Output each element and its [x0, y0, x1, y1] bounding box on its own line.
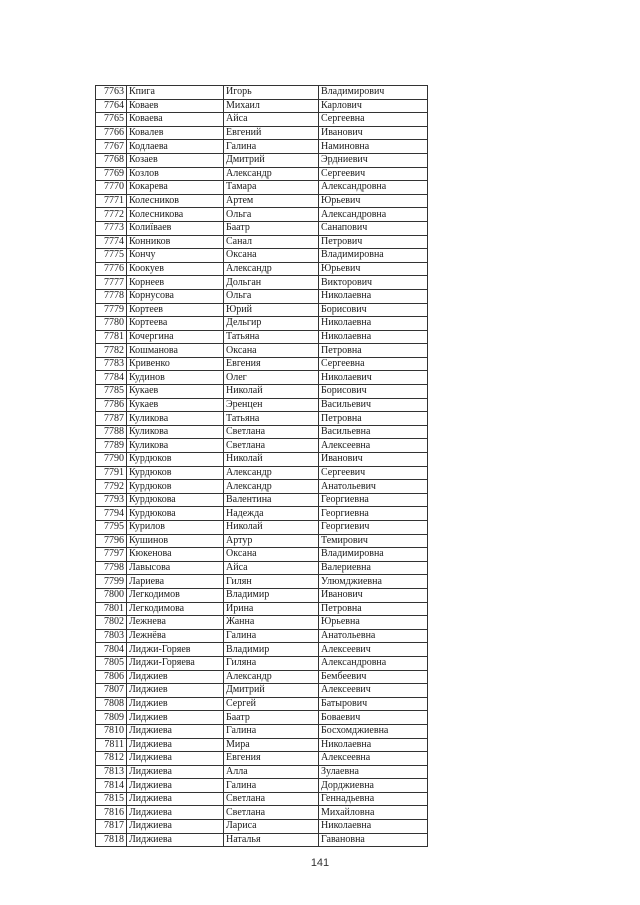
surname-cell: Лариева — [127, 575, 224, 589]
first-name-cell: Николай — [224, 521, 319, 535]
table-row — [96, 113, 428, 127]
first-name-cell: Михаил — [224, 99, 319, 113]
table-row — [96, 697, 428, 711]
first-name-cell: Наталья — [224, 833, 319, 847]
row-number-cell: 7800 — [96, 588, 127, 602]
row-number-cell: 7773 — [96, 221, 127, 235]
patronymic-cell: Викторович — [319, 276, 428, 290]
surname-cell: Лиджиева — [127, 724, 224, 738]
surname-cell: Лавысова — [127, 561, 224, 575]
patronymic-cell: Александровна — [319, 181, 428, 195]
table-row — [96, 208, 428, 222]
row-number-cell: 7770 — [96, 181, 127, 195]
table-row — [96, 86, 428, 100]
surname-cell: Коокуев — [127, 262, 224, 276]
first-name-cell: Дольган — [224, 276, 319, 290]
first-name-cell: Надежда — [224, 507, 319, 521]
surname-cell: Легкодимова — [127, 602, 224, 616]
row-number-cell: 7798 — [96, 561, 127, 575]
first-name-cell: Галина — [224, 140, 319, 154]
table-row — [96, 385, 428, 399]
row-number-cell: 7799 — [96, 575, 127, 589]
surname-cell: Коваева — [127, 113, 224, 127]
first-name-cell: Татьяна — [224, 412, 319, 426]
patronymic-cell: Юрьевич — [319, 262, 428, 276]
name-register-table — [95, 85, 428, 847]
patronymic-cell: Борисович — [319, 385, 428, 399]
patronymic-cell: Алексеевич — [319, 643, 428, 657]
first-name-cell: Оксана — [224, 548, 319, 562]
surname-cell: Колесникова — [127, 208, 224, 222]
surname-cell: Легкодимов — [127, 588, 224, 602]
first-name-cell: Валентина — [224, 493, 319, 507]
patronymic-cell: Алексеевна — [319, 439, 428, 453]
surname-cell: Кукаев — [127, 398, 224, 412]
patronymic-cell: Дорджиевна — [319, 779, 428, 793]
table-row — [96, 806, 428, 820]
table-row — [96, 820, 428, 834]
table-row — [96, 588, 428, 602]
first-name-cell: Александр — [224, 480, 319, 494]
row-number-cell: 7817 — [96, 820, 127, 834]
first-name-cell: Мира — [224, 738, 319, 752]
row-number-cell: 7790 — [96, 453, 127, 467]
table-row — [96, 276, 428, 290]
patronymic-cell: Николаевна — [319, 738, 428, 752]
surname-cell: Козаев — [127, 153, 224, 167]
first-name-cell: Галина — [224, 629, 319, 643]
table-row — [96, 249, 428, 263]
surname-cell: Куликова — [127, 425, 224, 439]
table-row — [96, 289, 428, 303]
surname-cell: Конников — [127, 235, 224, 249]
surname-cell: Лиджи-Горяева — [127, 656, 224, 670]
table-row — [96, 344, 428, 358]
first-name-cell: Оксана — [224, 344, 319, 358]
surname-cell: Курдюкова — [127, 507, 224, 521]
patronymic-cell: Улюмджиевна — [319, 575, 428, 589]
table-row — [96, 357, 428, 371]
table-row — [96, 521, 428, 535]
surname-cell: Лиджиева — [127, 833, 224, 847]
table-row — [96, 194, 428, 208]
patronymic-cell: Карлович — [319, 99, 428, 113]
first-name-cell: Айса — [224, 561, 319, 575]
first-name-cell: Светлана — [224, 792, 319, 806]
row-number-cell: 7818 — [96, 833, 127, 847]
first-name-cell: Айса — [224, 113, 319, 127]
first-name-cell: Сергей — [224, 697, 319, 711]
surname-cell: Кортеева — [127, 317, 224, 331]
patronymic-cell: Анатольевич — [319, 480, 428, 494]
first-name-cell: Оксана — [224, 249, 319, 263]
surname-cell: Курилов — [127, 521, 224, 535]
table-row — [96, 425, 428, 439]
patronymic-cell: Сергеевич — [319, 466, 428, 480]
row-number-cell: 7771 — [96, 194, 127, 208]
patronymic-cell: Борисович — [319, 303, 428, 317]
surname-cell: Курдюков — [127, 466, 224, 480]
row-number-cell: 7763 — [96, 86, 127, 100]
surname-cell: Лиджиева — [127, 752, 224, 766]
patronymic-cell: Темирович — [319, 534, 428, 548]
first-name-cell: Светлана — [224, 439, 319, 453]
first-name-cell: Игорь — [224, 86, 319, 100]
surname-cell: Ковалев — [127, 126, 224, 140]
row-number-cell: 7785 — [96, 385, 127, 399]
surname-cell: Лежнёва — [127, 629, 224, 643]
first-name-cell: Дельгир — [224, 317, 319, 331]
first-name-cell: Артем — [224, 194, 319, 208]
surname-cell: Лиджиев — [127, 670, 224, 684]
surname-cell: Корнеев — [127, 276, 224, 290]
table-row — [96, 724, 428, 738]
row-number-cell: 7792 — [96, 480, 127, 494]
row-number-cell: 7774 — [96, 235, 127, 249]
first-name-cell: Баатр — [224, 711, 319, 725]
patronymic-cell: Босхомджиевна — [319, 724, 428, 738]
table-row — [96, 453, 428, 467]
surname-cell: Куликова — [127, 439, 224, 453]
row-number-cell: 7781 — [96, 330, 127, 344]
row-number-cell: 7783 — [96, 357, 127, 371]
row-number-cell: 7805 — [96, 656, 127, 670]
patronymic-cell: Алексеевич — [319, 684, 428, 698]
surname-cell: Кпига — [127, 86, 224, 100]
patronymic-cell: Михайловна — [319, 806, 428, 820]
first-name-cell: Владимир — [224, 643, 319, 657]
row-number-cell: 7808 — [96, 697, 127, 711]
patronymic-cell: Сергеевна — [319, 113, 428, 127]
patronymic-cell: Петровна — [319, 602, 428, 616]
surname-cell: Лиджиева — [127, 779, 224, 793]
table-row — [96, 656, 428, 670]
row-number-cell: 7777 — [96, 276, 127, 290]
row-number-cell: 7775 — [96, 249, 127, 263]
patronymic-cell: Юрьевна — [319, 616, 428, 630]
first-name-cell: Татьяна — [224, 330, 319, 344]
register-table-body — [96, 86, 428, 847]
patronymic-cell: Бембеевич — [319, 670, 428, 684]
patronymic-cell: Владимировна — [319, 548, 428, 562]
first-name-cell: Александр — [224, 167, 319, 181]
patronymic-cell: Гавановна — [319, 833, 428, 847]
table-row — [96, 738, 428, 752]
patronymic-cell: Владимирович — [319, 86, 428, 100]
first-name-cell: Николай — [224, 385, 319, 399]
table-row — [96, 466, 428, 480]
surname-cell: Лиджиева — [127, 820, 224, 834]
first-name-cell: Николай — [224, 453, 319, 467]
row-number-cell: 7776 — [96, 262, 127, 276]
row-number-cell: 7788 — [96, 425, 127, 439]
surname-cell: Курдюкова — [127, 493, 224, 507]
patronymic-cell: Николаевна — [319, 317, 428, 331]
table-row — [96, 534, 428, 548]
row-number-cell: 7780 — [96, 317, 127, 331]
row-number-cell: 7778 — [96, 289, 127, 303]
row-number-cell: 7807 — [96, 684, 127, 698]
first-name-cell: Алла — [224, 765, 319, 779]
first-name-cell: Дмитрий — [224, 153, 319, 167]
surname-cell: Лиджиев — [127, 684, 224, 698]
surname-cell: Лиджи-Горяев — [127, 643, 224, 657]
first-name-cell: Евгений — [224, 126, 319, 140]
row-number-cell: 7786 — [96, 398, 127, 412]
first-name-cell: Лариса — [224, 820, 319, 834]
surname-cell: Кошманова — [127, 344, 224, 358]
surname-cell: Лиджиева — [127, 792, 224, 806]
row-number-cell: 7765 — [96, 113, 127, 127]
table-row — [96, 765, 428, 779]
table-row — [96, 330, 428, 344]
patronymic-cell: Георгиевна — [319, 493, 428, 507]
first-name-cell: Галина — [224, 724, 319, 738]
row-number-cell: 7810 — [96, 724, 127, 738]
row-number-cell: 7815 — [96, 792, 127, 806]
patronymic-cell: Валериевна — [319, 561, 428, 575]
first-name-cell: Светлана — [224, 425, 319, 439]
first-name-cell: Тамара — [224, 181, 319, 195]
surname-cell: Кукаев — [127, 385, 224, 399]
table-row — [96, 303, 428, 317]
first-name-cell: Ирина — [224, 602, 319, 616]
surname-cell: Кудинов — [127, 371, 224, 385]
row-number-cell: 7791 — [96, 466, 127, 480]
first-name-cell: Артур — [224, 534, 319, 548]
patronymic-cell: Эрдниевич — [319, 153, 428, 167]
row-number-cell: 7784 — [96, 371, 127, 385]
row-number-cell: 7802 — [96, 616, 127, 630]
table-row — [96, 561, 428, 575]
first-name-cell: Владимир — [224, 588, 319, 602]
patronymic-cell: Георгиевна — [319, 507, 428, 521]
first-name-cell: Евгения — [224, 752, 319, 766]
row-number-cell: 7814 — [96, 779, 127, 793]
table-row — [96, 548, 428, 562]
surname-cell: Курдюков — [127, 480, 224, 494]
patronymic-cell: Сергеевич — [319, 167, 428, 181]
patronymic-cell: Георгиевич — [319, 521, 428, 535]
first-name-cell: Александр — [224, 670, 319, 684]
patronymic-cell: Зулаевна — [319, 765, 428, 779]
table-row — [96, 833, 428, 847]
patronymic-cell: Владимировна — [319, 249, 428, 263]
row-number-cell: 7816 — [96, 806, 127, 820]
table-row — [96, 643, 428, 657]
patronymic-cell: Николаевич — [319, 371, 428, 385]
row-number-cell: 7803 — [96, 629, 127, 643]
patronymic-cell: Александровна — [319, 656, 428, 670]
patronymic-cell: Николаевна — [319, 289, 428, 303]
surname-cell: Лиджиева — [127, 806, 224, 820]
first-name-cell: Гиляна — [224, 656, 319, 670]
patronymic-cell: Иванович — [319, 126, 428, 140]
patronymic-cell: Николаевна — [319, 330, 428, 344]
patronymic-cell: Батырович — [319, 697, 428, 711]
surname-cell: Кокарева — [127, 181, 224, 195]
table-row — [96, 575, 428, 589]
table-row — [96, 262, 428, 276]
first-name-cell: Жанна — [224, 616, 319, 630]
table-row — [96, 711, 428, 725]
row-number-cell: 7764 — [96, 99, 127, 113]
surname-cell: Кодлаева — [127, 140, 224, 154]
row-number-cell: 7794 — [96, 507, 127, 521]
table-row — [96, 684, 428, 698]
surname-cell: Кочергина — [127, 330, 224, 344]
row-number-cell: 7795 — [96, 521, 127, 535]
surname-cell: Лиджиев — [127, 697, 224, 711]
surname-cell: Лиджиева — [127, 765, 224, 779]
surname-cell: Козлов — [127, 167, 224, 181]
table-row — [96, 221, 428, 235]
row-number-cell: 7801 — [96, 602, 127, 616]
surname-cell: Корнусова — [127, 289, 224, 303]
surname-cell: Курдюков — [127, 453, 224, 467]
patronymic-cell: Иванович — [319, 588, 428, 602]
table-row — [96, 779, 428, 793]
row-number-cell: 7766 — [96, 126, 127, 140]
table-row — [96, 602, 428, 616]
table-row — [96, 629, 428, 643]
row-number-cell: 7804 — [96, 643, 127, 657]
patronymic-cell: Анатольевна — [319, 629, 428, 643]
row-number-cell: 7809 — [96, 711, 127, 725]
table-row — [96, 126, 428, 140]
row-number-cell: 7806 — [96, 670, 127, 684]
first-name-cell: Санал — [224, 235, 319, 249]
row-number-cell: 7767 — [96, 140, 127, 154]
row-number-cell: 7768 — [96, 153, 127, 167]
patronymic-cell: Васильевна — [319, 425, 428, 439]
surname-cell: Коваев — [127, 99, 224, 113]
surname-cell: Колесников — [127, 194, 224, 208]
row-number-cell: 7797 — [96, 548, 127, 562]
surname-cell: Кюкенова — [127, 548, 224, 562]
row-number-cell: 7779 — [96, 303, 127, 317]
table-row — [96, 493, 428, 507]
first-name-cell: Александр — [224, 466, 319, 480]
patronymic-cell: Геннадьевна — [319, 792, 428, 806]
table-row — [96, 616, 428, 630]
first-name-cell: Гилян — [224, 575, 319, 589]
row-number-cell: 7793 — [96, 493, 127, 507]
surname-cell: Лиджиева — [127, 738, 224, 752]
first-name-cell: Дмитрий — [224, 684, 319, 698]
surname-cell: Кончу — [127, 249, 224, 263]
first-name-cell: Александр — [224, 262, 319, 276]
table-row — [96, 140, 428, 154]
row-number-cell: 7787 — [96, 412, 127, 426]
table-row — [96, 507, 428, 521]
first-name-cell: Ольга — [224, 208, 319, 222]
patronymic-cell: Санапович — [319, 221, 428, 235]
patronymic-cell: Алексеевна — [319, 752, 428, 766]
table-row — [96, 670, 428, 684]
surname-cell: Кривенко — [127, 357, 224, 371]
first-name-cell: Олег — [224, 371, 319, 385]
first-name-cell: Галина — [224, 779, 319, 793]
table-row — [96, 439, 428, 453]
first-name-cell: Баатр — [224, 221, 319, 235]
table-row — [96, 480, 428, 494]
patronymic-cell: Иванович — [319, 453, 428, 467]
patronymic-cell: Александровна — [319, 208, 428, 222]
row-number-cell: 7812 — [96, 752, 127, 766]
patronymic-cell: Наминовна — [319, 140, 428, 154]
patronymic-cell: Боваевич — [319, 711, 428, 725]
page-number: 141 — [310, 857, 330, 869]
patronymic-cell: Юрьевич — [319, 194, 428, 208]
table-row — [96, 317, 428, 331]
table-row — [96, 181, 428, 195]
row-number-cell: 7789 — [96, 439, 127, 453]
table-row — [96, 99, 428, 113]
surname-cell: Колиїваев — [127, 221, 224, 235]
surname-cell: Кортеев — [127, 303, 224, 317]
table-row — [96, 752, 428, 766]
surname-cell: Лежнева — [127, 616, 224, 630]
patronymic-cell: Васильевич — [319, 398, 428, 412]
surname-cell: Кушинов — [127, 534, 224, 548]
first-name-cell: Светлана — [224, 806, 319, 820]
row-number-cell: 7772 — [96, 208, 127, 222]
first-name-cell: Эренцен — [224, 398, 319, 412]
table-row — [96, 235, 428, 249]
table-row — [96, 398, 428, 412]
first-name-cell: Ольга — [224, 289, 319, 303]
row-number-cell: 7796 — [96, 534, 127, 548]
row-number-cell: 7769 — [96, 167, 127, 181]
row-number-cell: 7811 — [96, 738, 127, 752]
patronymic-cell: Петровна — [319, 344, 428, 358]
table-row — [96, 371, 428, 385]
first-name-cell: Евгения — [224, 357, 319, 371]
table-row — [96, 792, 428, 806]
first-name-cell: Юрий — [224, 303, 319, 317]
surname-cell: Лиджиев — [127, 711, 224, 725]
table-row — [96, 167, 428, 181]
surname-cell: Куликова — [127, 412, 224, 426]
table-row — [96, 153, 428, 167]
patronymic-cell: Сергеевна — [319, 357, 428, 371]
row-number-cell: 7813 — [96, 765, 127, 779]
patronymic-cell: Николаевна — [319, 820, 428, 834]
table-row — [96, 412, 428, 426]
row-number-cell: 7782 — [96, 344, 127, 358]
patronymic-cell: Петровна — [319, 412, 428, 426]
patronymic-cell: Петрович — [319, 235, 428, 249]
